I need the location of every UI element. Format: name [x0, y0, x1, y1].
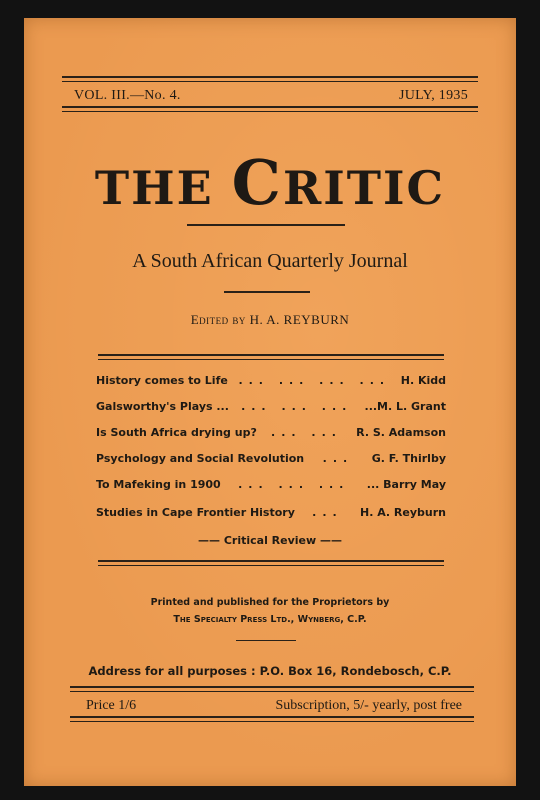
issue-date: JULY, 1935 — [398, 88, 468, 103]
toc-item: Is South Africa drying up? ... ... R. S. Adamson — [96, 426, 446, 439]
address-line: Address for all purposes : P.O. Box 16, Rondebosch, C.P. — [88, 664, 452, 678]
subtitle-rule — [224, 291, 310, 293]
toc-item: Galsworthy's Plays ... ... ... ... ...M. L. Grant — [96, 400, 446, 413]
footer-bottom-rule — [70, 716, 474, 718]
subscription: Subscription, 5/- yearly, post free — [275, 698, 462, 713]
contents-bottom-rule — [98, 560, 444, 562]
volume-number: VOL. III.—No. 4. — [74, 88, 181, 103]
toc-item: History comes to Life ... ... ... ... H. Kidd — [96, 374, 446, 387]
publisher-rule — [236, 640, 296, 641]
price: Price 1/6 — [86, 698, 137, 713]
title-rule — [187, 224, 345, 226]
critical-review-label: —— Critical Review —— — [198, 534, 342, 547]
publisher-info: Printed and published for the Proprietors by The Specialty Press Ltd., Wynberg, C.P. — [150, 597, 390, 625]
masthead-title: THE CRITIC — [94, 146, 446, 219]
header-rule — [62, 106, 478, 108]
footer-top-rule — [70, 686, 474, 688]
journal-cover — [24, 18, 516, 786]
editor-line: Edited by H. A. REYBURN — [190, 312, 350, 327]
toc-item: Studies in Cape Frontier History ... H. A. Reyburn — [96, 506, 446, 519]
toc-item: Psychology and Social Revolution ... G. F. Thirlby — [96, 452, 446, 465]
contents-top-rule — [98, 354, 444, 356]
top-rule — [62, 76, 478, 78]
toc-item: To Mafeking in 1900 ... ... ... ... Barry May — [96, 478, 446, 491]
subtitle: A South African Quarterly Journal — [132, 250, 408, 272]
